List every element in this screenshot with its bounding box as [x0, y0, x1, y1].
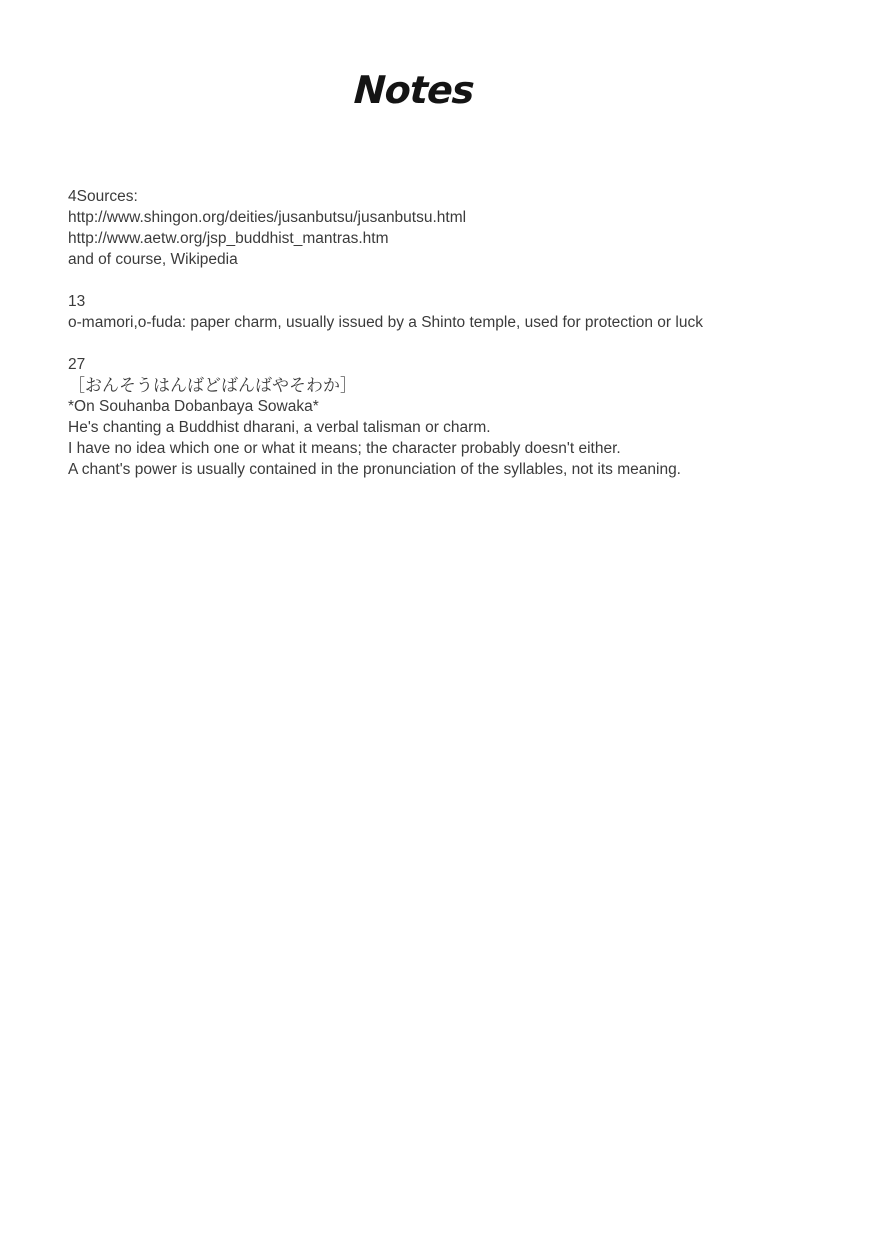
- note-kana-line: ［おんそうはんばどばんばやそわか］: [68, 376, 357, 395]
- note-section-13: [68, 291, 808, 333]
- note-number: 27: [68, 356, 86, 373]
- note-text-line: He's chanting a Buddhist dharani, a verbal talisman or charm.: [68, 419, 491, 436]
- note-section-27: [68, 354, 808, 480]
- source-url: http://www.shingon.org/deities/jusanbutsu/jusanbutsu.html: [68, 209, 467, 226]
- note-number: 13: [68, 293, 86, 310]
- note-text-line: A chant's power is usually contained in the pronunciation of the syllables, not its meaning.: [68, 461, 681, 478]
- page-title: Notes: [352, 68, 475, 112]
- source-url: http://www.aetw.org/jsp_buddhist_mantras.htm: [68, 230, 389, 247]
- notes-content: [68, 186, 808, 501]
- title-container: [0, 70, 869, 112]
- note-romaji-line: *On Souhanba Dobanbaya Sowaka*: [68, 398, 319, 415]
- sources-attribution: and of course, Wikipedia: [68, 251, 238, 268]
- note-text-line: o-mamori,o-fuda: paper charm, usually issued by a Shinto temple, used for protection or luck: [68, 314, 703, 331]
- note-text-line: I have no idea which one or what it means; the character probably doesn't either.: [68, 440, 621, 457]
- sources-section: [68, 186, 808, 270]
- sources-heading: 4Sources:: [68, 188, 138, 205]
